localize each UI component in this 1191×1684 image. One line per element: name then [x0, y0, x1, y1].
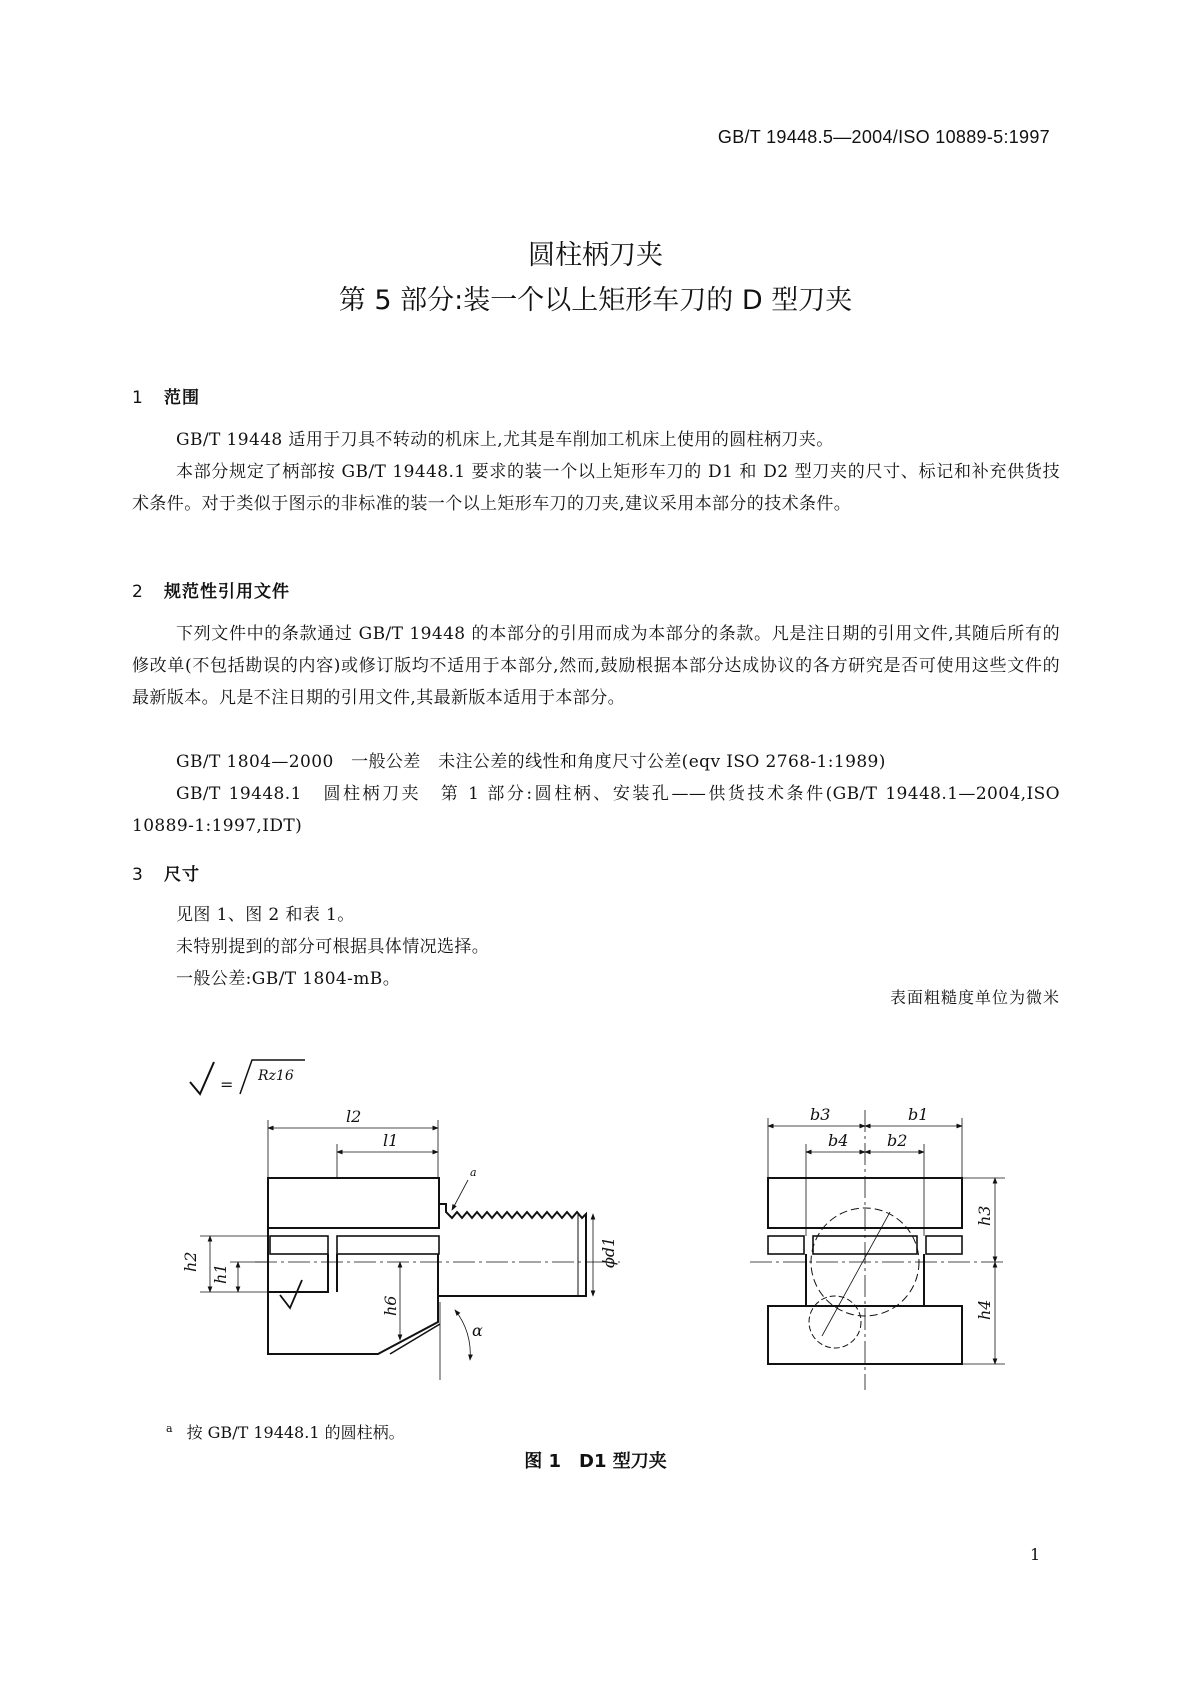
section-2-number: 2 — [132, 582, 144, 602]
footnote-text: 按 GB/T 19448.1 的圆柱柄。 — [186, 1423, 405, 1442]
section-1-heading — [132, 383, 200, 408]
label-b1: b1 — [908, 1105, 929, 1124]
reference-2: GB/T 19448.1 圆柱柄刀夹 第 1 部分:圆柱柄、安装孔——供货技术条件(GB/T 19448.1—2004,ISO 10889-1:1997,IDT) — [132, 784, 1060, 836]
label-a: a — [470, 1166, 477, 1179]
label-h4: h4 — [975, 1299, 994, 1320]
section-1-title: 范围 — [164, 388, 200, 408]
section-3-heading — [132, 860, 200, 885]
figure-footnote — [166, 1420, 405, 1443]
section-3-line-1: 见图 1、图 2 和表 1。 — [176, 905, 355, 925]
upper-clamp-block — [268, 1178, 439, 1228]
section-2-heading — [132, 577, 290, 602]
section-1-number: 1 — [132, 388, 144, 408]
label-alpha: α — [472, 1321, 483, 1340]
reference-1: GB/T 1804—2000 一般公差 未注公差的线性和角度尺寸公差(eqv ISO 2768-1:1989) — [176, 752, 886, 772]
unit-note: 表面粗糙度单位为微米 — [889, 988, 1060, 1007]
footnote-mark: a — [166, 1421, 173, 1435]
title-line-2: 第 5 部分:装一个以上矩形车刀的 D 型刀夹 — [338, 285, 853, 316]
figure-caption: 图 1 D1 型刀夹 — [524, 1451, 667, 1472]
label-h2: h2 — [181, 1251, 200, 1272]
title-line-1: 圆柱柄刀夹 — [528, 240, 663, 271]
section-3-line-3: 一般公差:GB/T 1804-mB。 — [176, 969, 401, 989]
left-insert-slot — [270, 1236, 328, 1254]
label-l1: l1 — [383, 1131, 399, 1150]
label-b3: b3 — [810, 1105, 831, 1124]
section-1-para-2: 本部分规定了柄部按 GB/T 19448.1 要求的装一个以上矩形车刀的 D1 和 D2 型刀夹的尺寸、标记和补充供货技术条件。对于类似于图示的非标准的装一个以上矩形车刀的刀夹,建议采用本部分的技术条件。 — [132, 462, 1060, 514]
label-l2: l2 — [346, 1107, 362, 1126]
document-code: GB/T 19448.5—2004/ISO 10889-5:1997 — [717, 127, 1050, 147]
roughness-value: Rz16 — [258, 1068, 294, 1084]
label-d1: ϕd1 — [599, 1236, 618, 1268]
roughness-equals: = — [220, 1075, 234, 1094]
label-b2: b2 — [887, 1131, 908, 1150]
section-3-title: 尺寸 — [164, 865, 200, 885]
lower-body — [268, 1254, 438, 1354]
figure-d1-holder-drawing — [0, 1040, 1191, 1400]
section-3-number: 3 — [132, 865, 144, 885]
section-2-para-1: 下列文件中的条款通过 GB/T 19448 的本部分的引用而成为本部分的条款。凡是注日期的引用文件,其随后所有的修改单(不包括勘误的内容)或修订版均不适用于本部分,然而,鼓励根据本部分达成协议的各方研究是否可使用这些文件的最新版本。凡是不注日期的引用文件,其最新版本适用于本部分。 — [132, 624, 1060, 708]
label-h6: h6 — [381, 1295, 400, 1316]
cylindrical-shank — [439, 1204, 586, 1296]
label-b4: b4 — [828, 1131, 849, 1150]
right-insert-slot — [337, 1236, 439, 1254]
section-1-para-1: GB/T 19448 适用于刀具不转动的机床上,尤其是车削加工机床上使用的圆柱柄刀夹。 — [176, 430, 834, 450]
section-2-title: 规范性引用文件 — [164, 582, 290, 602]
label-h1: h1 — [211, 1263, 230, 1284]
page-number: 1 — [1030, 1545, 1041, 1564]
label-h3: h3 — [975, 1205, 994, 1226]
section-3-line-2: 未特别提到的部分可根据具体情况选择。 — [176, 937, 490, 957]
